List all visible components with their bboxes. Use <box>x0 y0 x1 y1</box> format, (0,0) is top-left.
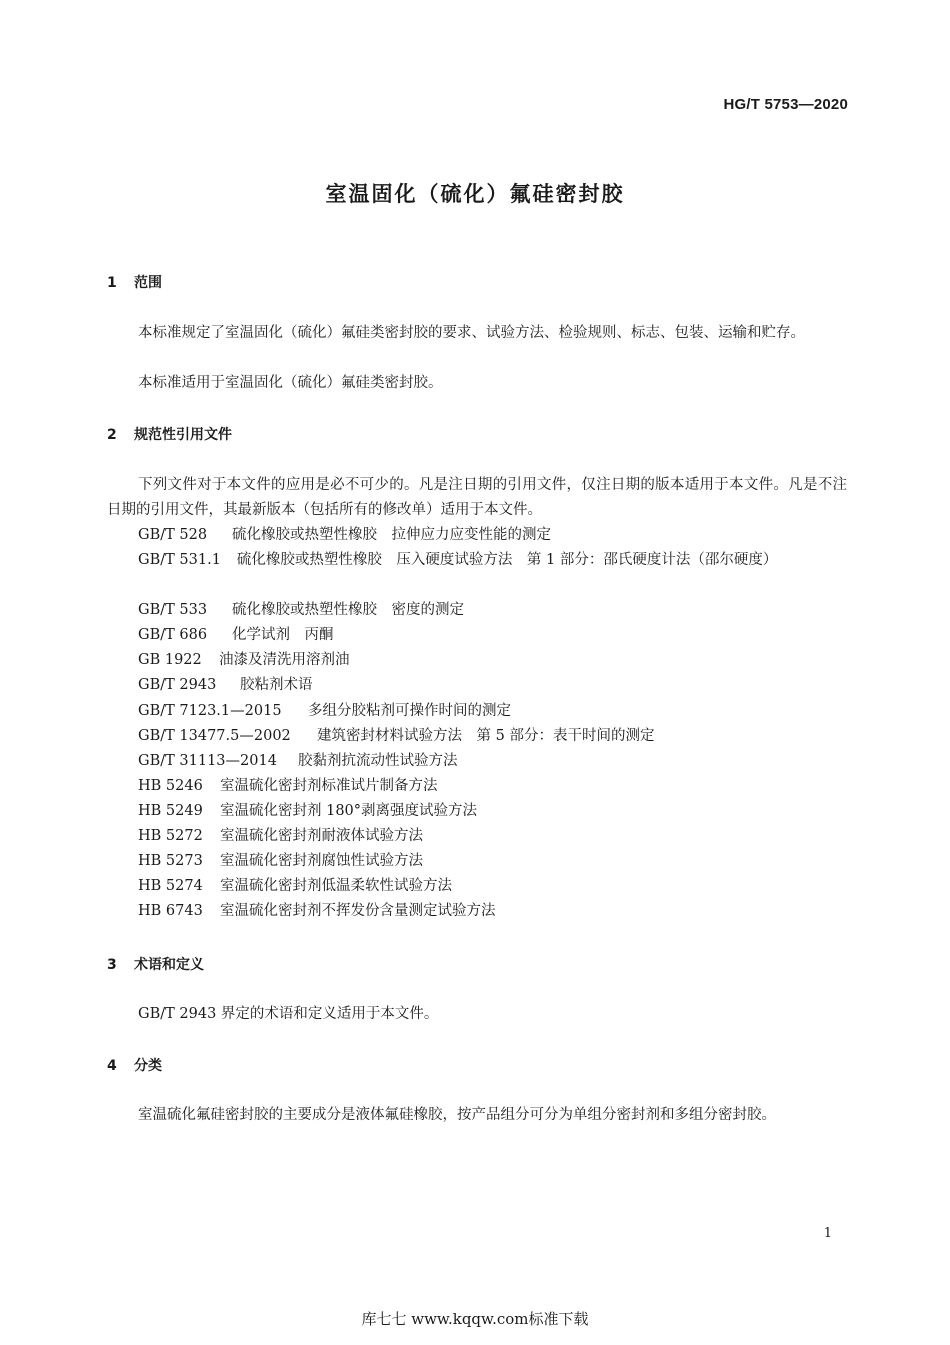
section-3-heading <box>107 954 204 974</box>
document-title: 室温固化（硫化）氟硅密封胶 <box>325 182 625 206</box>
reference-item <box>138 648 350 673</box>
reference-code: GB/T 686 <box>138 627 208 643</box>
reference-item <box>138 523 551 548</box>
reference-code: HB 5274 <box>138 878 203 894</box>
reference-title: 室温硫化密封剂 180°剥离强度试验方法 <box>220 803 478 819</box>
reference-title: 多组分胶粘剂可操作时间的测定 <box>308 703 511 719</box>
reference-title: 硫化橡胶或热塑性橡胶 拉伸应力应变性能的测定 <box>232 527 551 543</box>
reference-title: 室温硫化密封剂标准试片制备方法 <box>220 778 438 794</box>
reference-item <box>138 699 511 724</box>
section-1-heading <box>107 272 162 292</box>
reference-code: HB 5272 <box>138 828 203 844</box>
reference-code: HB 5246 <box>138 778 203 794</box>
reference-item <box>138 724 654 749</box>
reference-item <box>138 623 334 648</box>
section-title: 范围 <box>134 275 162 291</box>
reference-code: GB/T 2943 <box>138 677 217 693</box>
reference-title: 室温硫化密封剂低温柔软性试验方法 <box>220 878 452 894</box>
reference-item <box>107 548 847 573</box>
reference-title: 室温硫化密封剂不挥发份含量测定试验方法 <box>220 903 496 919</box>
terms-paragraph: GB/T 2943 界定的术语和定义适用于本文件。 <box>138 1006 439 1022</box>
section-number: 1 <box>107 275 117 291</box>
normative-intro: 下列文件对于本文件的应用是必不可少的。凡是注日期的引用文件，仅注日期的版本适用于本文件。凡是不注日期的引用文件，其最新版本（包括所有的修改单）适用于本文件。 <box>107 477 847 518</box>
reference-title: 硫化橡胶或热塑性橡胶 压入硬度试验方法 第 1 部分：邵氏硬度计法（邵尔硬度） <box>236 552 778 568</box>
reference-code: GB/T 31113—2014 <box>138 753 277 769</box>
reference-code: HB 5273 <box>138 853 203 869</box>
section-2-heading <box>107 424 232 444</box>
scope-paragraph-1: 本标准规定了室温固化（硫化）氟硅类密封胶的要求、试验方法、检验规则、标志、包装、运输和贮存。 <box>138 325 805 341</box>
section-number: 3 <box>107 957 117 973</box>
reference-code: GB/T 7123.1—2015 <box>138 703 282 719</box>
page-number: 1 <box>823 1226 832 1241</box>
reference-title: 胶黏剂抗流动性试验方法 <box>298 753 458 769</box>
reference-title: 化学试剂 丙酮 <box>232 627 334 643</box>
reference-item <box>138 673 313 698</box>
reference-code: GB 1922 <box>138 652 202 668</box>
reference-title: 室温硫化密封剂腐蚀性试验方法 <box>220 853 423 869</box>
section-4-heading <box>107 1055 162 1075</box>
reference-title: 建筑密封材料试验方法 第 5 部分：表干时间的测定 <box>317 728 655 744</box>
classification-paragraph: 室温硫化氟硅密封胶的主要成分是液体氟硅橡胶，按产品组分可分为单组分密封剂和多组分密封胶。 <box>138 1107 776 1123</box>
reference-item <box>138 598 464 623</box>
reference-code: HB 6743 <box>138 903 203 919</box>
reference-code: HB 5249 <box>138 803 203 819</box>
reference-title: 胶粘剂术语 <box>240 677 313 693</box>
section-title: 分类 <box>134 1058 162 1074</box>
standard-code: HG/T 5753—2020 <box>723 96 848 113</box>
section-title: 规范性引用文件 <box>134 427 232 443</box>
reference-item <box>138 849 423 874</box>
section-title: 术语和定义 <box>134 957 204 973</box>
reference-code: GB/T 531.1 <box>138 552 221 568</box>
reference-code: GB/T 13477.5—2002 <box>138 728 291 744</box>
reference-title: 室温硫化密封剂耐液体试验方法 <box>220 828 423 844</box>
section-number: 2 <box>107 427 117 443</box>
reference-code: GB/T 528 <box>138 527 208 543</box>
section-number: 4 <box>107 1058 117 1074</box>
reference-item <box>138 749 458 774</box>
reference-item <box>138 824 423 849</box>
reference-code: GB/T 533 <box>138 602 208 618</box>
scope-paragraph-2: 本标准适用于室温固化（硫化）氟硅类密封胶。 <box>138 375 443 391</box>
reference-item <box>138 899 496 924</box>
footer-watermark: 库七七 www.kqqw.com标准下载 <box>361 1310 589 1328</box>
reference-title: 油漆及清洗用溶剂油 <box>219 652 350 668</box>
reference-title: 硫化橡胶或热塑性橡胶 密度的测定 <box>232 602 464 618</box>
reference-item <box>138 774 438 799</box>
reference-item <box>138 799 477 824</box>
reference-item <box>138 874 452 899</box>
